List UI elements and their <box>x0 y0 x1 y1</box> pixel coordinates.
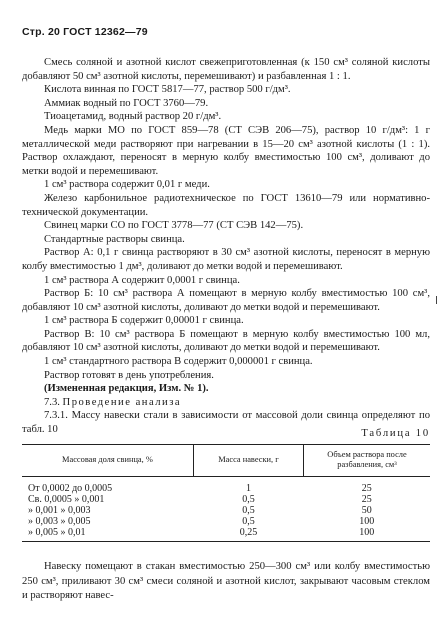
table-title: Таблица 10 <box>361 428 430 439</box>
paragraph: Свинец марки СО по ГОСТ 3778—77 (СТ СЭВ 142—75). <box>44 220 304 232</box>
paragraph: Кислота винная по ГОСТ 5817—77, раствор 500 г/дм³. <box>44 84 291 96</box>
paragraph: Тиоацетамид, водный раствор 20 г/дм³. <box>44 111 222 123</box>
paragraph: Медь марки МО по ГОСТ 859—78 (СТ СЭВ 206—75), раствор 10 г/дм³: 1 г металлической меди растворяют при нагревании в 15—20 см³ азотной кислоты (1 : 1). Раствор охлаждают, переносят в мерную колбу вместимостью 100 см³, доливают до метки водой и перемешивают. <box>22 124 430 177</box>
table-cell: Св. 0,0005 » 0,001 <box>28 494 105 505</box>
amendment-note: (Измененная редакция, Изм. № 1). <box>44 383 209 395</box>
table-cell: 100 <box>359 516 375 527</box>
table-row <box>22 527 430 542</box>
table-cell: 0,5 <box>242 494 255 505</box>
section-heading <box>22 396 430 410</box>
paragraph: Раствор Б: 10 см³ раствора А помещают в мерную колбу вместимостью 100 см³, добавляют 10 см³ азотной кислоты, доливают до метки водой и перемешивают. <box>22 288 430 313</box>
paragraph: Раствор А: 0,1 г свинца растворяют в 30 см³ азотной кислоты, переносят в мерную колбу вместимостью 1 дм³, доливают до метки водой и перемешивают. <box>22 247 430 272</box>
subsection-text: 7.3.1. Массу навески стали в зависимости от массовой доли свинца определяют по табл. 10 <box>22 410 430 436</box>
table-cell: 100 <box>304 527 430 542</box>
paragraph: 1 см³ стандартного раствора В содержит 0,000001 г свинца. <box>44 356 313 368</box>
paragraph: 1 см³ раствора Б содержит 0,00001 г свинца. <box>44 315 244 327</box>
paragraph: Стандартные растворы свинца. <box>44 233 185 245</box>
table-cell: 25 <box>361 483 372 494</box>
table-cell: 1 <box>245 483 251 494</box>
paragraph: Раствор готовят в день употребления. <box>44 369 214 381</box>
table-cell: 50 <box>361 505 372 516</box>
table-header-cell: Объем раствора после разбавления, см³ <box>304 445 430 477</box>
table-cell: От 0,0002 до 0,0005 <box>28 483 113 494</box>
table-header-cell: Масса навески, г <box>193 445 303 477</box>
paragraph: Смесь соляной и азотной кислот свежеприготовленная (к 150 см³ соляной кислоты добавляют 50 см³ азотной кислоты, перемешивают) и разбавленная 1 : 1. <box>22 57 430 82</box>
table-row <box>22 516 430 527</box>
table-cell: 0,5 <box>242 505 255 516</box>
table-header-cell: Массовая доля свинца, % <box>22 445 193 477</box>
closing-text-block <box>22 560 430 604</box>
margin-mark <box>436 296 437 304</box>
paragraph: 1 см³ раствора А содержит 0,0001 г свинца. <box>44 274 240 286</box>
table-cell: 0,5 <box>242 516 255 527</box>
table-cell: » 0,001 » 0,003 <box>28 505 91 516</box>
table-row <box>22 505 430 516</box>
paragraph: Навеску помещают в стакан вместимостью 250—300 см³ или колбу вместимостью 250 см³, приливают 30 см³ смеси соляной и азотной кислот, закрывают часовым стеклом и растворяют навес- <box>22 561 430 601</box>
table-header-row <box>22 445 430 477</box>
table-cell: » 0,005 » 0,01 <box>22 527 193 542</box>
table-row <box>22 477 430 495</box>
table-cell: 0,25 <box>193 527 303 542</box>
section-title: Проведение анализа <box>62 396 182 408</box>
page-header: Стр. 20 ГОСТ 12362—79 <box>22 26 148 38</box>
paragraph: Аммиак водный по ГОСТ 3760—79. <box>44 97 209 109</box>
section-number: 7.3. <box>44 396 60 408</box>
paragraph: Железо карбонильное радиотехническое по ГОСТ 13610—79 или нормативно-технической документации. <box>22 192 430 218</box>
lead-table <box>22 444 430 542</box>
table-cell: » 0,003 » 0,005 <box>28 516 91 527</box>
paragraph: 1 см³ раствора содержит 0,01 г меди. <box>44 179 210 191</box>
paragraph: Раствор В: 10 см³ раствора Б помещают в мерную колбу вместимостью 100 мл, добавляют 10 см³ азотной кислоты, доливают до метки водой и перемешивают. <box>22 328 430 354</box>
table-cell: 25 <box>361 494 372 505</box>
table-row <box>22 494 430 505</box>
body-text <box>22 56 430 437</box>
